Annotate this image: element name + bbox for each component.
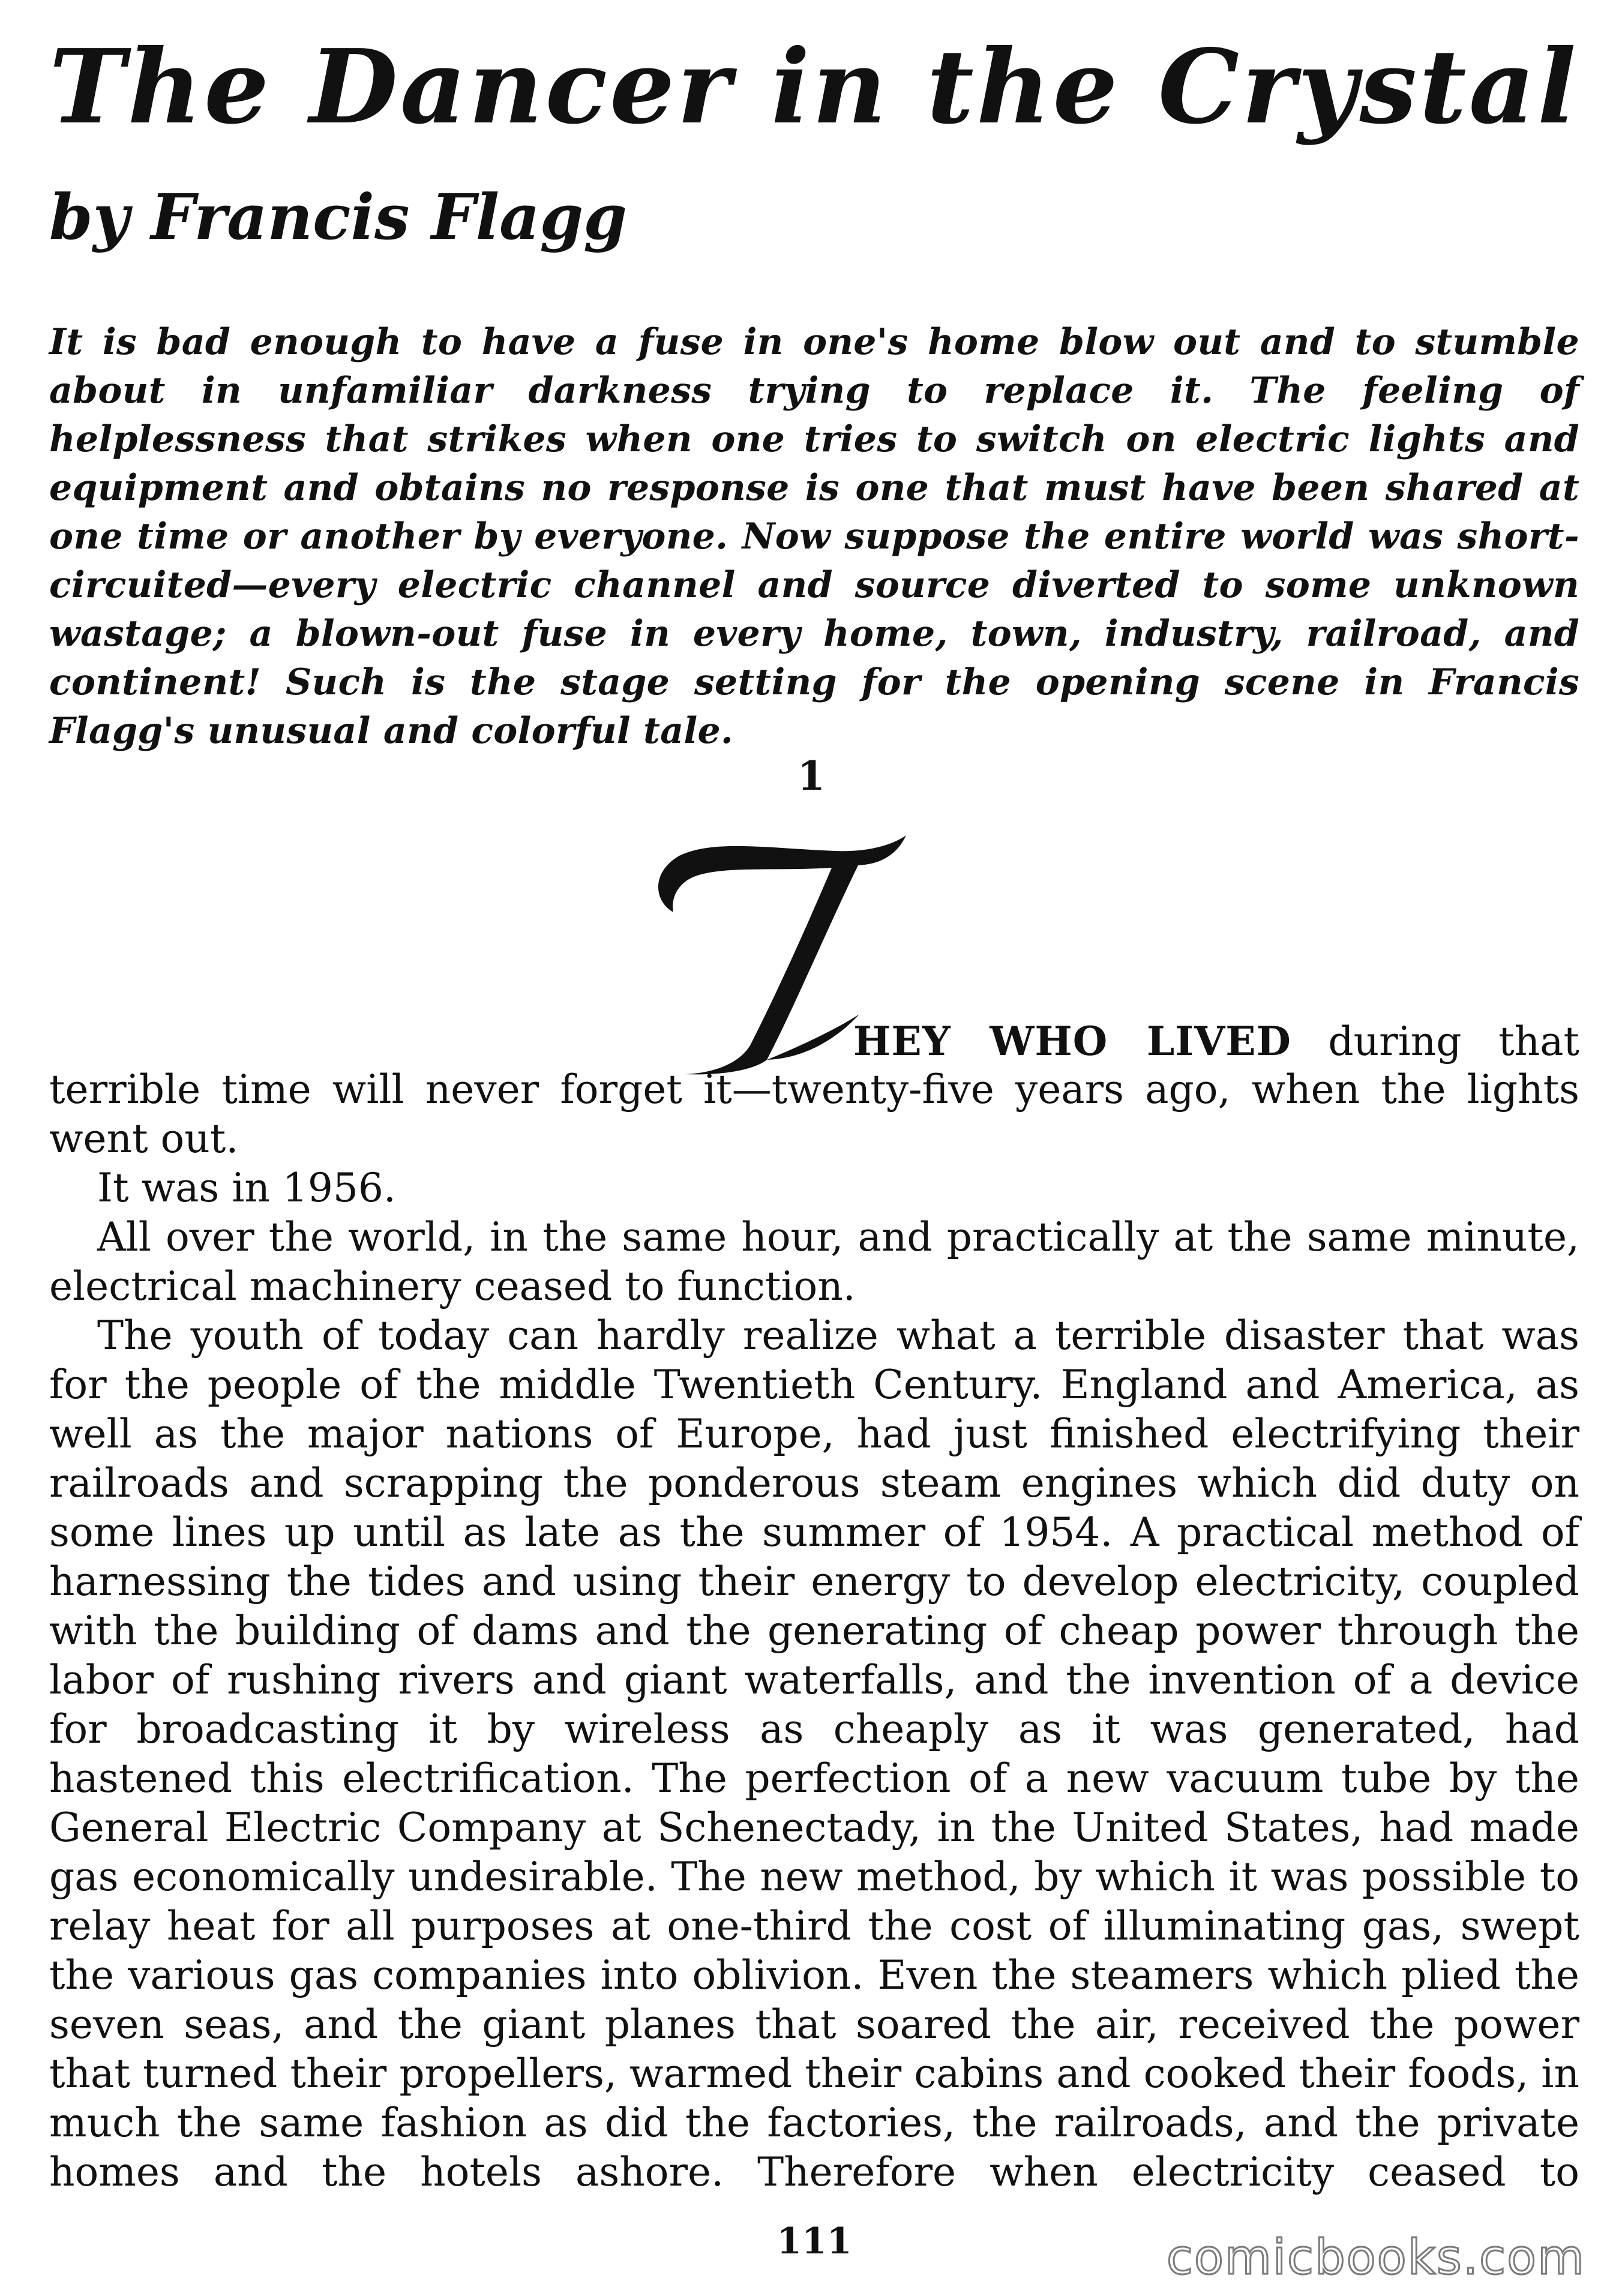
- paragraph: It was in 1956.: [97, 1165, 396, 1211]
- paragraph: The youth of today can hardly realize what a terrible disaster that was for the people of the middle Twentieth Century. England and America, as well as the major nations of Europe, had just finished electrifying their railroads and scrapping the ponderous steam engines which did duty on some lines up until as late as the summer of 1954. A practical method of harnessing the tides and using their energy to develop electricity, coupled with the building of dams and the generating of cheap power through the labor of rushing rivers and giant waterfalls, and the invention of a device for broadcasting it by wireless as cheaply as it was generated, had hastened this electrification. The perfection of a new vacuum tube by the General Electric Company at Schenectady, in the United States, had made gas economically undesirable. The new method, by which it was possible to relay heat for all purposes at one-third the cost of illuminating gas, swept the various gas companies into oblivion. Even the steamers which plied the seven seas, and the giant planes that soared the air, received the power that turned their propellers, warmed their cabins and cooked their foods, in much the same fashion as did the factories, the railroads, and the private homes and the hotels ashore. Therefore when electricity ceased to: [49, 1312, 1579, 2195]
- chapter-number: 1: [797, 753, 825, 799]
- story-body: [49, 1065, 1579, 2197]
- first-paragraph-continuation: terrible time will never forget it—twenty-five years ago, when the lights went out.: [49, 1066, 1579, 1162]
- paragraph: All over the world, in the same hour, and practically at the same minute, electrical machinery ceased to function.: [49, 1214, 1579, 1309]
- first-line-rest: during that: [1328, 1018, 1579, 1065]
- site-watermark: comicbooks.com: [1166, 2229, 1585, 2285]
- story-byline: by Francis Flagg: [49, 180, 627, 254]
- story-introduction: It is bad enough to have a fuse in one's home blow out and to stumble about in unfamiliar darkness trying to replace it. The feeling of helplessness that strikes when one tries to switch on electric lights and equipment and obtains no response is one that must have been shared at one time or another by everyone. Now suppose the entire world was short-circuited—every electric channel and source diverted to some unknown wastage; a blown-out fuse in every home, town, industry, railroad, and continent! Such is the stage setting for the opening scene in Francis Flagg's unusual and colorful tale.: [49, 321, 1579, 752]
- magazine-page: [49, 24, 1579, 2268]
- first-line: [853, 1014, 1579, 1069]
- opening-capitals: HEY WHO LIVED: [853, 1018, 1291, 1065]
- story-title: The Dancer in the Crystal: [49, 27, 1579, 147]
- page-number: 111: [776, 2220, 852, 2262]
